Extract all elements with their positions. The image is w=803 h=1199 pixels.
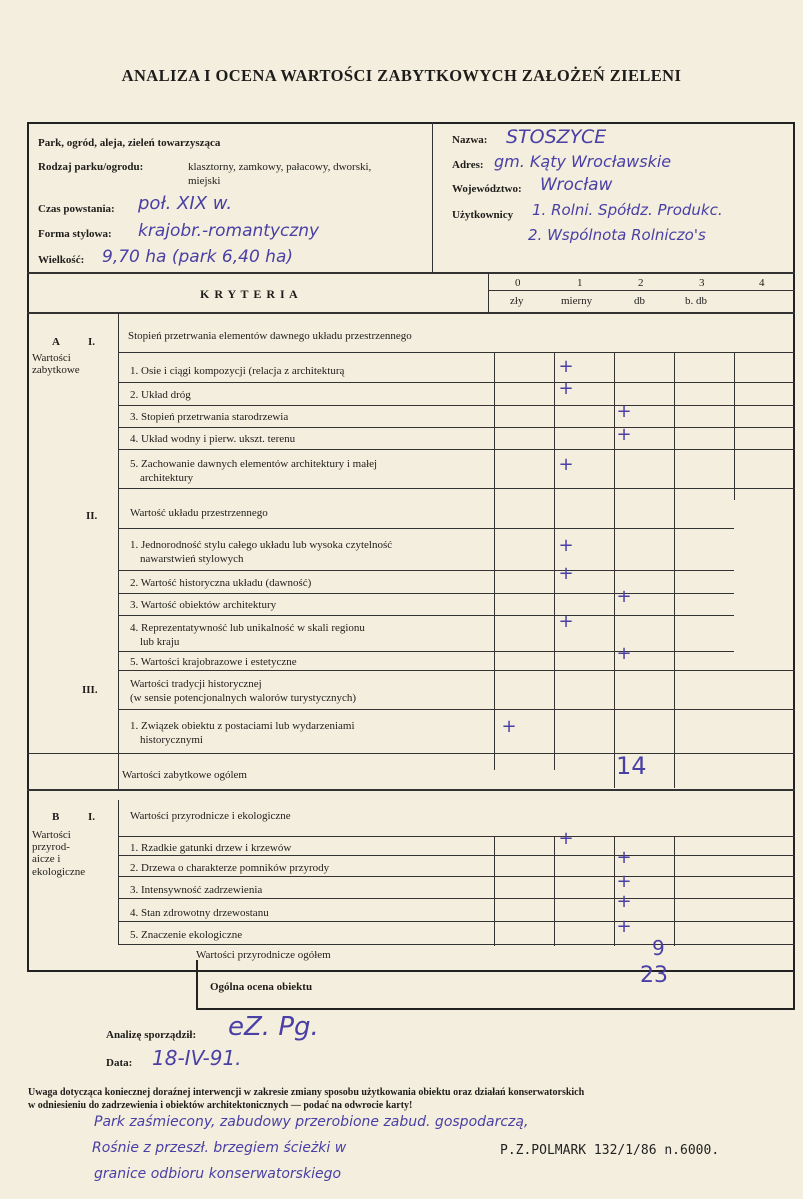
score-mark: + [558,378,574,399]
section-a-roman-1: I. [88,336,96,348]
section-b-total-label: Wartości przyrodnicze ogółem [196,949,331,961]
section-b-total-value: 9 [652,936,665,960]
row-rule [118,670,795,671]
a1-row-1-label: 1. Osie i ciągi kompozycji (relacja z architekturą [130,365,345,377]
a2-row-2-label: 2. Wartość historyczna układu (dawność) [130,577,312,589]
score-mark: + [616,643,632,664]
row-rule [118,921,795,922]
col-0-name: zły [510,295,524,307]
a2-row-3-label: 3. Wartość obiektów architektury [130,599,277,611]
score-mark: + [558,356,574,377]
a3-row-1-label: 1. Związek obiektu z postaciami lub wydarzeniami [130,720,355,732]
a1-row-2-label: 2. Układ dróg [130,389,191,401]
score-mark: + [558,563,574,584]
rodzaj-options: klasztorny, zamkowy, pałacowy, dworski, [188,161,372,173]
section-a-bottom [27,789,795,791]
label-col-rule-b [118,800,119,945]
row-rule [27,753,795,754]
row-rule [118,593,734,594]
score-mark: + [616,847,632,868]
row-rule [118,427,795,428]
row-rule [118,405,795,406]
overall-label: Ogólna ocena obiektu [210,981,313,993]
section-a-title-2: zabytkowe [32,364,80,376]
nazwa-label: Nazwa: [452,134,488,146]
uzytkownicy-label: Użytkownicy [452,209,514,221]
col-2-name: db [634,295,645,307]
section-a-roman-3: III. [82,684,98,696]
grid-col-0 [494,352,495,770]
rodzaj-options-2: miejski [188,175,221,187]
score-mark: + [558,611,574,632]
section-b-title-4: ekologiczne [32,866,86,878]
wojewodztwo-label: Województwo: [452,183,522,195]
a2-row-1-label-2: nawarstwień stylowych [140,553,244,565]
section-a-code: A [52,336,60,348]
section-b-title-2: przyrod- [32,841,70,853]
score-mark: + [616,891,632,912]
col-1-name: mierny [561,295,593,307]
row-rule [118,570,734,571]
row-rule [118,615,734,616]
grid-col-3b [674,836,675,946]
uzytkownicy-value-1: 1. Rolni. Spółdz. Produkc. [532,201,723,219]
czas-label: Czas powstania: [38,203,115,215]
criteria-heading: K R Y T E R I A [200,287,299,301]
row-rule [118,836,795,837]
header-divider [432,122,433,272]
row-rule [118,898,795,899]
col-4-num: 4 [759,277,765,289]
wojewodztwo-value: Wrocław [540,175,613,195]
row-rule [118,709,795,710]
group-3-title-2: (w sensie potencjonalnych walorów turystycznych) [130,692,357,704]
col-1-num: 1 [577,277,583,289]
grid-col-4 [734,352,735,500]
overall-value: 23 [640,963,668,988]
col-2-num: 2 [638,277,644,289]
score-mark: + [558,535,574,556]
analiza-signature: eZ. Pg. [228,1012,319,1042]
forma-label: Forma stylowa: [38,228,112,240]
section-a-title-1: Wartości [32,352,71,364]
handwritten-note-2: Rośnie z przeszł. brzegiem ścieżki w [92,1140,347,1156]
section-a-total-value: 14 [616,752,647,780]
b-row-2-label: 2. Drzewa o charakterze pomników przyrody [130,862,330,874]
score-mark: + [616,871,632,892]
score-mark: + [558,454,574,475]
score-mark: + [616,916,632,937]
a2-row-5-label: 5. Wartości krajobrazowe i estetyczne [130,656,297,668]
section-b-roman-1: I. [88,811,96,823]
wielkosc-value: 9,70 ha (park 6,40 ha) [102,247,294,267]
section-a-total-label: Wartości zabytkowe ogólem [122,769,247,781]
forma-value: krajobr.-romantyczny [138,221,320,241]
score-mark: + [558,828,574,849]
criteria-col-divider [488,272,489,312]
header-bottom-rule [27,272,795,274]
row-rule [118,876,795,877]
a1-row-3-label: 3. Stopień przetrwania starodrzewia [130,411,289,423]
section-b-code: B [52,811,60,823]
row-rule [118,528,734,529]
handwritten-note-1: Park zaśmiecony, zabudowy przerobione zabud. gospodarczą, [94,1114,529,1130]
grid-col-0b [494,836,495,946]
handwritten-note-3: granice odbioru konserwatorskiego [94,1166,342,1182]
b-row-5-label: 5. Znaczenie ekologiczne [130,929,243,941]
form-title: ANALIZA I OCENA WARTOŚCI ZABYTKOWYCH ZAŁOŻEŃ ZIELENI [121,66,682,85]
data-label: Data: [106,1057,133,1069]
row-rule [118,449,795,450]
a2-row-4-label-2: lub kraju [140,636,180,648]
group-1-title: Stopień przetrwania elementów dawnego układu przestrzennego [128,330,412,342]
a1-row-5-label-2: architektury [140,472,194,484]
park-type-line: Park, ogród, aleja, zieleń towarzysząca [38,137,221,149]
wielkosc-label: Wielkość: [38,254,85,266]
row-rule [118,855,795,856]
a2-row-1-label: 1. Jednorodność stylu całego układu lub wysoka czytelność [130,539,393,551]
nazwa-value: STOSZYCE [506,126,607,148]
row-rule [118,944,795,945]
section-a-roman-2: II. [86,510,98,522]
col-3-name: b. db [685,295,707,307]
group-2-title: Wartość układu przestrzennego [130,507,268,519]
score-mark: + [616,424,632,445]
analiza-label: Analizę sporządził: [106,1029,197,1041]
uwaga-line-2: w odniesieniu do zadrzewienia i obiektów architektonicznych — podać na odwrocie karty! [28,1100,413,1111]
a2-row-4-label: 4. Reprezentatywność lub unikalność w skali regionu [130,622,365,634]
b-row-3-label: 3. Intensywność zadrzewienia [130,884,263,896]
row-rule [118,382,795,383]
data-value: 18-IV-91. [152,1046,242,1070]
uwaga-line-1: Uwaga dotycząca koniecznej doraźnej interwencji w zakresie zmiany sposobu użytkowania obiektu oraz działań konserwatorskich [28,1087,585,1098]
b-row-1-label: 1. Rzadkie gatunki drzew i krzewów [130,842,292,854]
grid-col-1 [554,352,555,770]
grid-col-1b [554,836,555,946]
row-rule [118,352,795,353]
col-0-num: 0 [515,277,521,289]
score-mark: + [616,586,632,607]
czas-value: poł. XIX w. [138,193,233,214]
row-rule [118,488,795,489]
group-3-title-1: Wartości tradycji historycznej [130,678,262,690]
print-code: P.Z.POLMARK 132/1/86 n.6000. [500,1143,720,1158]
a1-row-5-label: 5. Zachowanie dawnych elementów architektury i małej [130,458,378,470]
section-b-title-3: aicze i [32,853,61,865]
a1-row-4-label: 4. Układ wodny i pierw. ukszt. terenu [130,433,296,445]
score-mark: + [501,716,517,737]
b-row-4-label: 4. Stan zdrowotny drzewostanu [130,907,269,919]
score-mark: + [616,401,632,422]
criteria-header-midline [488,290,795,291]
section-b-title-1: Wartości [32,829,71,841]
rodzaj-label: Rodzaj parku/ogrodu: [38,161,144,173]
adres-value: gm. Kąty Wrocławskie [494,152,672,171]
col-3-num: 3 [699,277,705,289]
a3-row-1-label-2: historycznymi [140,734,203,746]
group-b-title: Wartości przyrodnicze i ekologiczne [130,810,291,822]
adres-label: Adres: [452,159,484,171]
row-rule [118,651,734,652]
label-col-rule-a [118,312,119,790]
uzytkownicy-value-2: 2. Wspólnota Rolniczo's [528,226,706,244]
criteria-header-bottom [27,312,795,314]
